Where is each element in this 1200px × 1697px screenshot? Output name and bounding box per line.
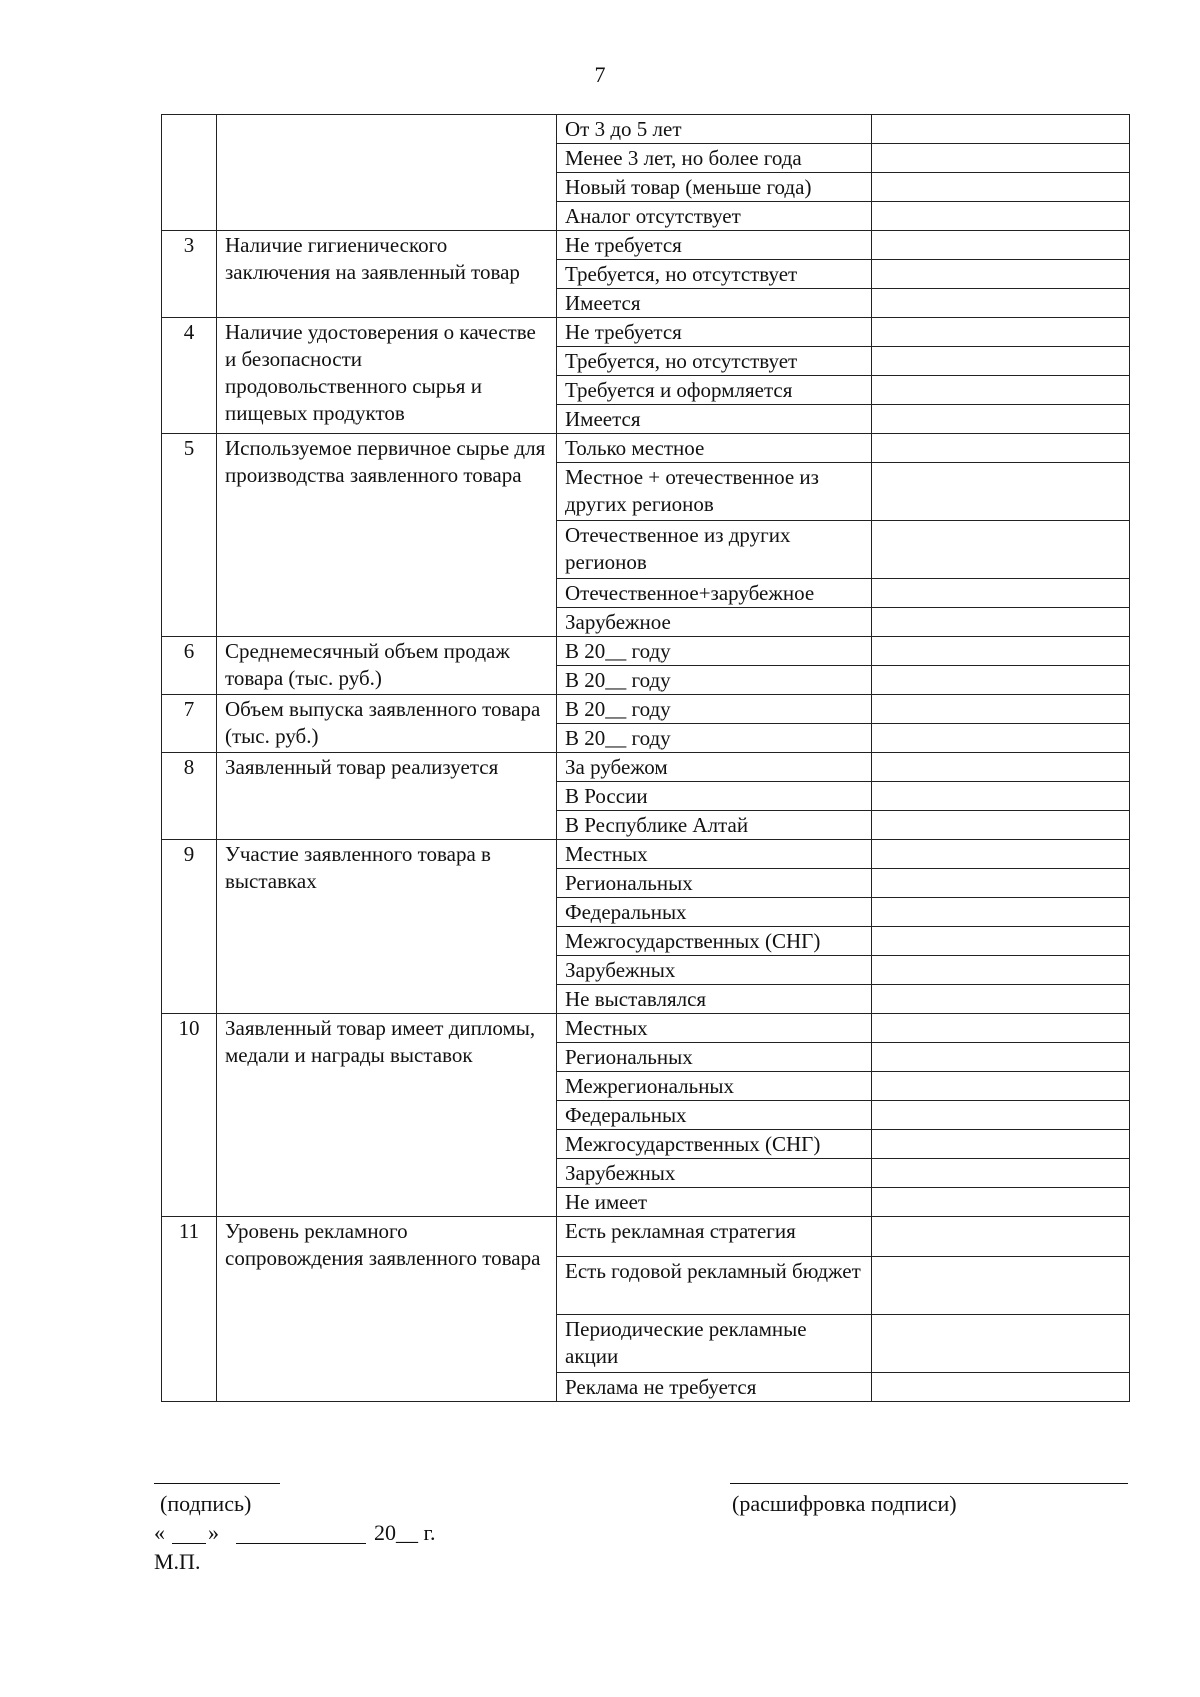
option-cell: От 3 до 5 лет [557, 115, 872, 144]
option-cell: Отечественное+зарубежное [557, 579, 872, 608]
option-cell: В 20__ году [557, 724, 872, 753]
value-cell[interactable] [872, 1188, 1130, 1217]
value-cell[interactable] [872, 347, 1130, 376]
option-cell: Федеральных [557, 1101, 872, 1130]
date-month-line[interactable] [236, 1543, 366, 1544]
table-row [162, 1014, 1130, 1043]
value-cell[interactable] [872, 1043, 1130, 1072]
option-cell: В 20__ году [557, 637, 872, 666]
option-cell: В Республике Алтай [557, 811, 872, 840]
row-number: 8 [162, 753, 217, 840]
option-cell: Региональных [557, 869, 872, 898]
value-cell[interactable] [872, 1014, 1130, 1043]
value-cell[interactable] [872, 289, 1130, 318]
value-cell[interactable] [872, 869, 1130, 898]
option-cell: Не требуется [557, 231, 872, 260]
table-row [162, 231, 1130, 260]
option-cell: Только местное [557, 434, 872, 463]
option-cell: За рубежом [557, 753, 872, 782]
option-cell: Есть годовой рекламный бюджет [557, 1257, 872, 1315]
value-cell[interactable] [872, 1072, 1130, 1101]
row-number: 3 [162, 231, 217, 318]
criterion-cell: Используемое первичное сырье для производства заявленного товара [217, 434, 557, 637]
option-cell: Местных [557, 1014, 872, 1043]
value-cell[interactable] [872, 811, 1130, 840]
option-cell: Зарубежных [557, 1159, 872, 1188]
row-number: 6 [162, 637, 217, 695]
value-cell[interactable] [872, 463, 1130, 521]
criterion-cell: Наличие гигиенического заключения на заявленный товар [217, 231, 557, 318]
value-cell[interactable] [872, 405, 1130, 434]
table-row [162, 1217, 1130, 1257]
signature-line[interactable] [154, 1483, 280, 1484]
signature-label: (подпись) [160, 1491, 252, 1516]
table-row [162, 434, 1130, 463]
value-cell[interactable] [872, 753, 1130, 782]
option-cell: Периодические рекламные акции [557, 1315, 872, 1373]
value-cell[interactable] [872, 115, 1130, 144]
value-cell[interactable] [872, 1101, 1130, 1130]
option-cell: Местное + отечественное из других регионов [557, 463, 872, 521]
value-cell[interactable] [872, 231, 1130, 260]
option-cell: Имеется [557, 405, 872, 434]
date-close-quote: » [208, 1520, 219, 1545]
option-cell: Требуется, но отсутствует [557, 347, 872, 376]
signature-decoding-line[interactable] [730, 1483, 1128, 1484]
evaluation-table [161, 114, 1130, 1402]
option-cell: Местных [557, 840, 872, 869]
value-cell[interactable] [872, 985, 1130, 1014]
option-cell: Менее 3 лет, но более года [557, 144, 872, 173]
value-cell[interactable] [872, 521, 1130, 579]
value-cell[interactable] [872, 144, 1130, 173]
table-row [162, 637, 1130, 666]
value-cell[interactable] [872, 724, 1130, 753]
criterion-cell: Заявленный товар имеет дипломы, медали и награды выставок [217, 1014, 557, 1217]
value-cell[interactable] [872, 666, 1130, 695]
value-cell[interactable] [872, 695, 1130, 724]
stamp-label: М.П. [154, 1549, 201, 1574]
row-number: 7 [162, 695, 217, 753]
row-number: 11 [162, 1217, 217, 1402]
option-cell: Не выставлялся [557, 985, 872, 1014]
date-day-line[interactable] [172, 1543, 206, 1544]
option-cell: Аналог отсутствует [557, 202, 872, 231]
row-number: 9 [162, 840, 217, 1014]
option-cell: Требуется, но отсутствует [557, 260, 872, 289]
value-cell[interactable] [872, 956, 1130, 985]
option-cell: Не требуется [557, 318, 872, 347]
value-cell[interactable] [872, 927, 1130, 956]
option-cell: Имеется [557, 289, 872, 318]
criterion-cell: Объем выпуска заявленного товара (тыс. руб.) [217, 695, 557, 753]
criterion-cell [217, 115, 557, 231]
option-cell: Отечественное из других регионов [557, 521, 872, 579]
option-cell: Новый товар (меньше года) [557, 173, 872, 202]
value-cell[interactable] [872, 1217, 1130, 1257]
value-cell[interactable] [872, 1159, 1130, 1188]
value-cell[interactable] [872, 1130, 1130, 1159]
row-number: 4 [162, 318, 217, 434]
table-row [162, 753, 1130, 782]
page-number: 7 [594, 62, 606, 87]
value-cell[interactable] [872, 434, 1130, 463]
value-cell[interactable] [872, 1315, 1130, 1373]
value-cell[interactable] [872, 376, 1130, 405]
option-cell: В России [557, 782, 872, 811]
value-cell[interactable] [872, 318, 1130, 347]
value-cell[interactable] [872, 260, 1130, 289]
option-cell: Межгосударственных (СНГ) [557, 1130, 872, 1159]
value-cell[interactable] [872, 1257, 1130, 1315]
value-cell[interactable] [872, 608, 1130, 637]
criterion-cell: Заявленный товар реализуется [217, 753, 557, 840]
option-cell: Зарубежное [557, 608, 872, 637]
table-row [162, 695, 1130, 724]
table-row [162, 318, 1130, 347]
option-cell: В 20__ году [557, 695, 872, 724]
option-cell: Межрегиональных [557, 1072, 872, 1101]
value-cell[interactable] [872, 637, 1130, 666]
option-cell: Есть рекламная стратегия [557, 1217, 872, 1257]
table-row [162, 115, 1130, 144]
criterion-cell: Участие заявленного товара в выставках [217, 840, 557, 1014]
value-cell[interactable] [872, 173, 1130, 202]
signature-decoding-label: (расшифровка подписи) [732, 1491, 957, 1516]
row-number: 10 [162, 1014, 217, 1217]
option-cell: Региональных [557, 1043, 872, 1072]
value-cell[interactable] [872, 898, 1130, 927]
criterion-cell: Наличие удостоверения о качестве и безопасности продовольственного сырья и пищевых продуктов [217, 318, 557, 434]
value-cell[interactable] [872, 1373, 1130, 1402]
option-cell: Требуется и оформляется [557, 376, 872, 405]
table-row [162, 840, 1130, 869]
criterion-cell: Уровень рекламного сопровождения заявленного товара [217, 1217, 557, 1402]
date-year: 20__ г. [374, 1520, 436, 1545]
option-cell: Межгосударственных (СНГ) [557, 927, 872, 956]
option-cell: Не имеет [557, 1188, 872, 1217]
option-cell: Федеральных [557, 898, 872, 927]
option-cell: В 20__ году [557, 666, 872, 695]
date-open-quote: « [154, 1520, 165, 1545]
option-cell: Реклама не требуется [557, 1373, 872, 1402]
value-cell[interactable] [872, 202, 1130, 231]
option-cell: Зарубежных [557, 956, 872, 985]
row-number [162, 115, 217, 231]
value-cell[interactable] [872, 840, 1130, 869]
row-number: 5 [162, 434, 217, 637]
criterion-cell: Среднемесячный объем продаж товара (тыс. руб.) [217, 637, 557, 695]
value-cell[interactable] [872, 579, 1130, 608]
value-cell[interactable] [872, 782, 1130, 811]
